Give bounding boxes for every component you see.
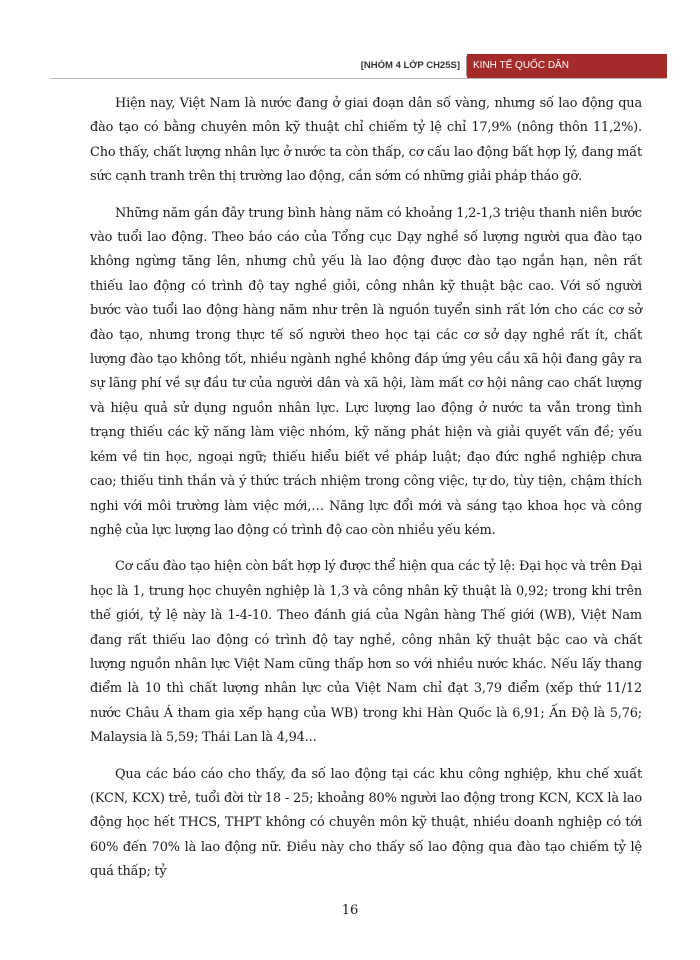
group-label: [NHÓM 4 LỚP CH25S] [360,60,460,71]
document-body [90,92,642,897]
paragraph-4: Qua các báo cáo cho thấy, đa số lao động tại các khu công nghiệp, khu chế xuất (KCN, KCX) trẻ, tuổi đời từ 18 - 25; khoảng 80% người lao động trong KCN, KCX là lao động học hết THCS, THPT không có chuyên môn kỹ thuật, nhiều doanh nghiệp có tới 60% đến 70% là lao động nữ. Điều này cho thấy số lao động qua đào tạo chiếm tỷ lệ quá thấp; tỷ [90,766,642,880]
page-header [0,54,700,78]
page-number: 16 [341,903,359,918]
paragraph-3: Cơ cấu đào tạo hiện còn bất hợp lý được thể hiện qua các tỷ lệ: Đại học và trên Đại học là 1, trung học chuyên nghiệp là 1,3 và công nhân kỹ thuật là 0,92; trong khi trên thế giới, tỷ lệ này là 1-4-10. Theo đánh giá của Ngân hàng Thế giới (WB), Việt Nam đang rất thiếu lao động có trình độ tay nghề, công nhân kỹ thuật bậc cao và chất lượng nguồn nhân lực Việt Nam cũng thấp hơn so với nhiều nước khác. Nếu lấy thang điểm là 10 thì chất lượng nhân lực của Việt Nam chỉ đạt 3,79 điểm (xếp thứ 11/12 nước Châu Á tham gia xếp hạng của WB) trong khi Hàn Quốc là 6,91; Ấn Độ là 5,76; Malaysia là 5,59; Thái Lan là 4,94... [90,559,642,746]
paragraph-1: Hiện nay, Việt Nam là nước đang ở giai đoạn dân số vàng, nhưng số lao động qua đào tạo có bằng chuyên môn kỹ thuật chỉ chiếm tỷ lệ chỉ 17,9% (nông thôn 11,2%). Cho thấy, chất lượng nhân lực ở nước ta còn thấp, cơ cấu lao động bất hợp lý, đang mất sức cạnh tranh trên thị trường lao động, cần sớm có những giải pháp tháo gỡ. [90,96,642,185]
header-rule [50,78,667,79]
paragraph-2: Những năm gần đây trung bình hàng năm có khoảng 1,2-1,3 triệu thanh niên bước vào tuổi lao động. Theo báo cáo của Tổng cục Dạy nghề số lượng người qua đào tạo không ngừng tăng lên, nhưng chủ yếu là lao động được đào tạo ngắn hạn, nên rất thiếu lao động có trình độ tay nghề giỏi, công nhân kỹ thuật bậc cao. Với số người bước vào tuổi lao động hàng năm như trên là nguồn tuyển sinh rất lớn cho các cơ sở đào tạo, nhưng trong thực tế số người theo học tại các cơ sở dạy nghề rất ít, chất lượng đào tạo không tốt, nhiều ngành nghề không đáp ứng yêu cầu xã hội đang gây ra sự lãng phí về sự đầu tư của người dân và xã hội, làm mất cơ hội nâng cao chất lượng và hiệu quả sử dụng nguồn nhân lực. Lực lượng lao động ở nước ta vẫn trong tình trạng thiếu các kỹ năng làm việc nhóm, kỹ năng phát hiện và giải quyết vấn đề; yếu kém về tin học, ngoại ngữ; thiếu hiểu biết về pháp luật; đạo đức nghề nghiệp chưa cao; thiếu tinh thần và ý thức trách nhiệm trong công việc, tự do, tùy tiện, chậm thích nghi với môi trường làm việc mới,… Năng lực đổi mới và sáng tạo khoa học và công nghệ của lực lượng lao động có trình độ cao còn nhiều yếu kém. [90,205,642,538]
subject-label: KINH TẾ QUỐC DÂN [467,54,667,78]
